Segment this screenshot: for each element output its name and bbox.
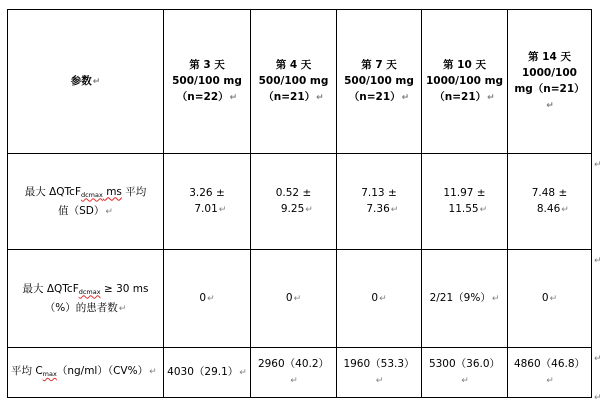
row-label-suffix: （ng/ml）（CV%） xyxy=(56,365,149,377)
data-cell xyxy=(251,250,337,348)
paragraph-mark-icon: ↵ xyxy=(290,376,298,386)
data-cell xyxy=(251,348,337,398)
cell-value: 0 xyxy=(285,292,293,304)
row-label-subscript: dcmax xyxy=(78,287,101,296)
data-cell xyxy=(337,154,422,250)
data-cell xyxy=(337,250,422,348)
header-n: （n=21） xyxy=(263,91,316,103)
table-row xyxy=(8,348,592,398)
header-param-cell xyxy=(8,10,164,154)
paragraph-mark-icon: ↵ xyxy=(239,368,247,378)
header-dose: 500/100 mg xyxy=(344,75,414,87)
table-row xyxy=(8,154,592,250)
paragraph-mark-icon: ↵ xyxy=(149,367,157,377)
cell-value: 4030（29.1） xyxy=(167,366,239,378)
paragraph-mark-icon: ↵ xyxy=(305,205,313,215)
paragraph-mark-icon: ↵ xyxy=(546,101,554,111)
header-col-day14 xyxy=(508,10,592,154)
cell-value: 4860（46.8） xyxy=(513,358,586,370)
row-label-cell xyxy=(8,348,164,398)
cell-value: 0 xyxy=(541,292,549,304)
header-col-day10 xyxy=(422,10,508,154)
data-cell xyxy=(337,348,422,398)
row-end-mark-icon: ↵ xyxy=(594,160,602,170)
header-n: mg（n=21） xyxy=(514,83,585,95)
header-n: （n=21） xyxy=(434,91,487,103)
header-day: 第 14 天 xyxy=(528,51,571,63)
data-cell xyxy=(508,154,592,250)
cell-value: 1960（53.3） xyxy=(343,358,415,370)
paragraph-mark-icon: ↵ xyxy=(479,205,488,215)
paragraph-mark-icon: ↵ xyxy=(546,376,554,386)
cell-value-line1: 3.26 ± xyxy=(189,187,225,199)
data-cell xyxy=(164,348,251,398)
cell-value-line2: 7.36 xyxy=(366,203,390,215)
header-day: 第 10 天 xyxy=(443,59,486,71)
table-header-row xyxy=(8,10,592,154)
paragraph-mark-icon: ↵ xyxy=(375,376,384,386)
paragraph-mark-icon: ↵ xyxy=(118,303,127,314)
paragraph-mark-icon: ↵ xyxy=(379,294,387,304)
cell-value-line2: 8.46 xyxy=(536,203,561,215)
row-label-suffix: ≥ 30 ms xyxy=(100,282,149,295)
cell-value: 2960（40.2） xyxy=(257,358,330,370)
cell-value: 0 xyxy=(199,292,207,304)
data-cell xyxy=(164,250,251,348)
table-row xyxy=(8,250,592,348)
paragraph-mark-icon: ↵ xyxy=(549,294,558,304)
paragraph-mark-icon: ↵ xyxy=(207,294,215,304)
header-col-day4 xyxy=(251,10,337,154)
row-label-prefix: 最大 ΔQTcF xyxy=(22,282,79,295)
paragraph-mark-icon: ↵ xyxy=(229,93,238,103)
cell-value: 5300（36.0） xyxy=(428,358,501,370)
row-end-mark-icon: ↵ xyxy=(594,393,602,403)
cell-value: 0 xyxy=(371,292,379,304)
row-label-suffix: 平均 xyxy=(121,185,147,198)
header-col-day7 xyxy=(337,10,422,154)
header-dose: 1000/100 xyxy=(522,67,577,79)
data-cell xyxy=(422,250,508,348)
data-cell xyxy=(508,348,592,398)
header-day: 第 4 天 xyxy=(275,59,312,71)
paragraph-mark-icon: ↵ xyxy=(491,294,500,304)
cell-value-line1: 0.52 ± xyxy=(275,187,312,199)
cell-value: 2/21（9%） xyxy=(429,292,491,304)
paragraph-mark-icon: ↵ xyxy=(401,93,410,103)
header-dose: 500/100 mg xyxy=(258,75,329,87)
paragraph-mark-icon: ↵ xyxy=(316,93,324,103)
data-cell xyxy=(251,154,337,250)
paragraph-mark-icon: ↵ xyxy=(390,205,399,215)
paragraph-mark-icon: ↵ xyxy=(218,205,227,215)
qtcf-results-table xyxy=(7,9,592,398)
paragraph-mark-icon: ↵ xyxy=(461,376,469,386)
cell-value-line1: 7.48 ± xyxy=(531,187,568,199)
row-label-line2: （%）的患者数 xyxy=(44,301,118,314)
row-label-subscript: max xyxy=(42,370,57,378)
cell-value-line1: 11.97 ± xyxy=(443,187,486,199)
cell-value-line2: 9.25 xyxy=(280,203,305,215)
header-dose: 500/100 mg xyxy=(172,75,242,87)
row-end-mark-icon: ↵ xyxy=(594,256,602,266)
paragraph-mark-icon: ↵ xyxy=(561,205,569,215)
data-cell xyxy=(508,250,592,348)
header-dose: 1000/100 mg xyxy=(425,75,504,87)
row-label-subscript: dcmax xyxy=(80,190,103,199)
paragraph-mark-icon: ↵ xyxy=(105,206,113,217)
paragraph-mark-icon: ↵ xyxy=(293,294,302,304)
row-label-cell xyxy=(8,154,164,250)
header-day: 第 7 天 xyxy=(361,59,397,71)
header-col-day3 xyxy=(164,10,251,154)
header-n: （n=22） xyxy=(176,91,229,103)
cell-value-line1: 7.13 ± xyxy=(361,187,397,199)
data-cell xyxy=(422,154,508,250)
row-label-line2: 值（SD） xyxy=(58,204,105,217)
data-cell xyxy=(164,154,251,250)
header-n: （n=21） xyxy=(348,91,401,103)
row-end-mark-icon: ↵ xyxy=(594,354,602,364)
row-label-unit: ms xyxy=(102,185,122,198)
paragraph-mark-icon: ↵ xyxy=(92,77,101,87)
header-param-label: 参数 xyxy=(70,75,92,87)
cell-value-line2: 7.01 xyxy=(194,203,218,215)
row-label-prefix: 最大 ΔQTcF xyxy=(24,185,81,198)
header-day: 第 3 天 xyxy=(189,59,225,71)
row-label-cell xyxy=(8,250,164,348)
cell-value-line2: 11.55 xyxy=(448,203,479,215)
data-cell xyxy=(422,348,508,398)
row-label-prefix: 平均 C xyxy=(11,365,43,377)
paragraph-mark-icon: ↵ xyxy=(487,93,495,103)
